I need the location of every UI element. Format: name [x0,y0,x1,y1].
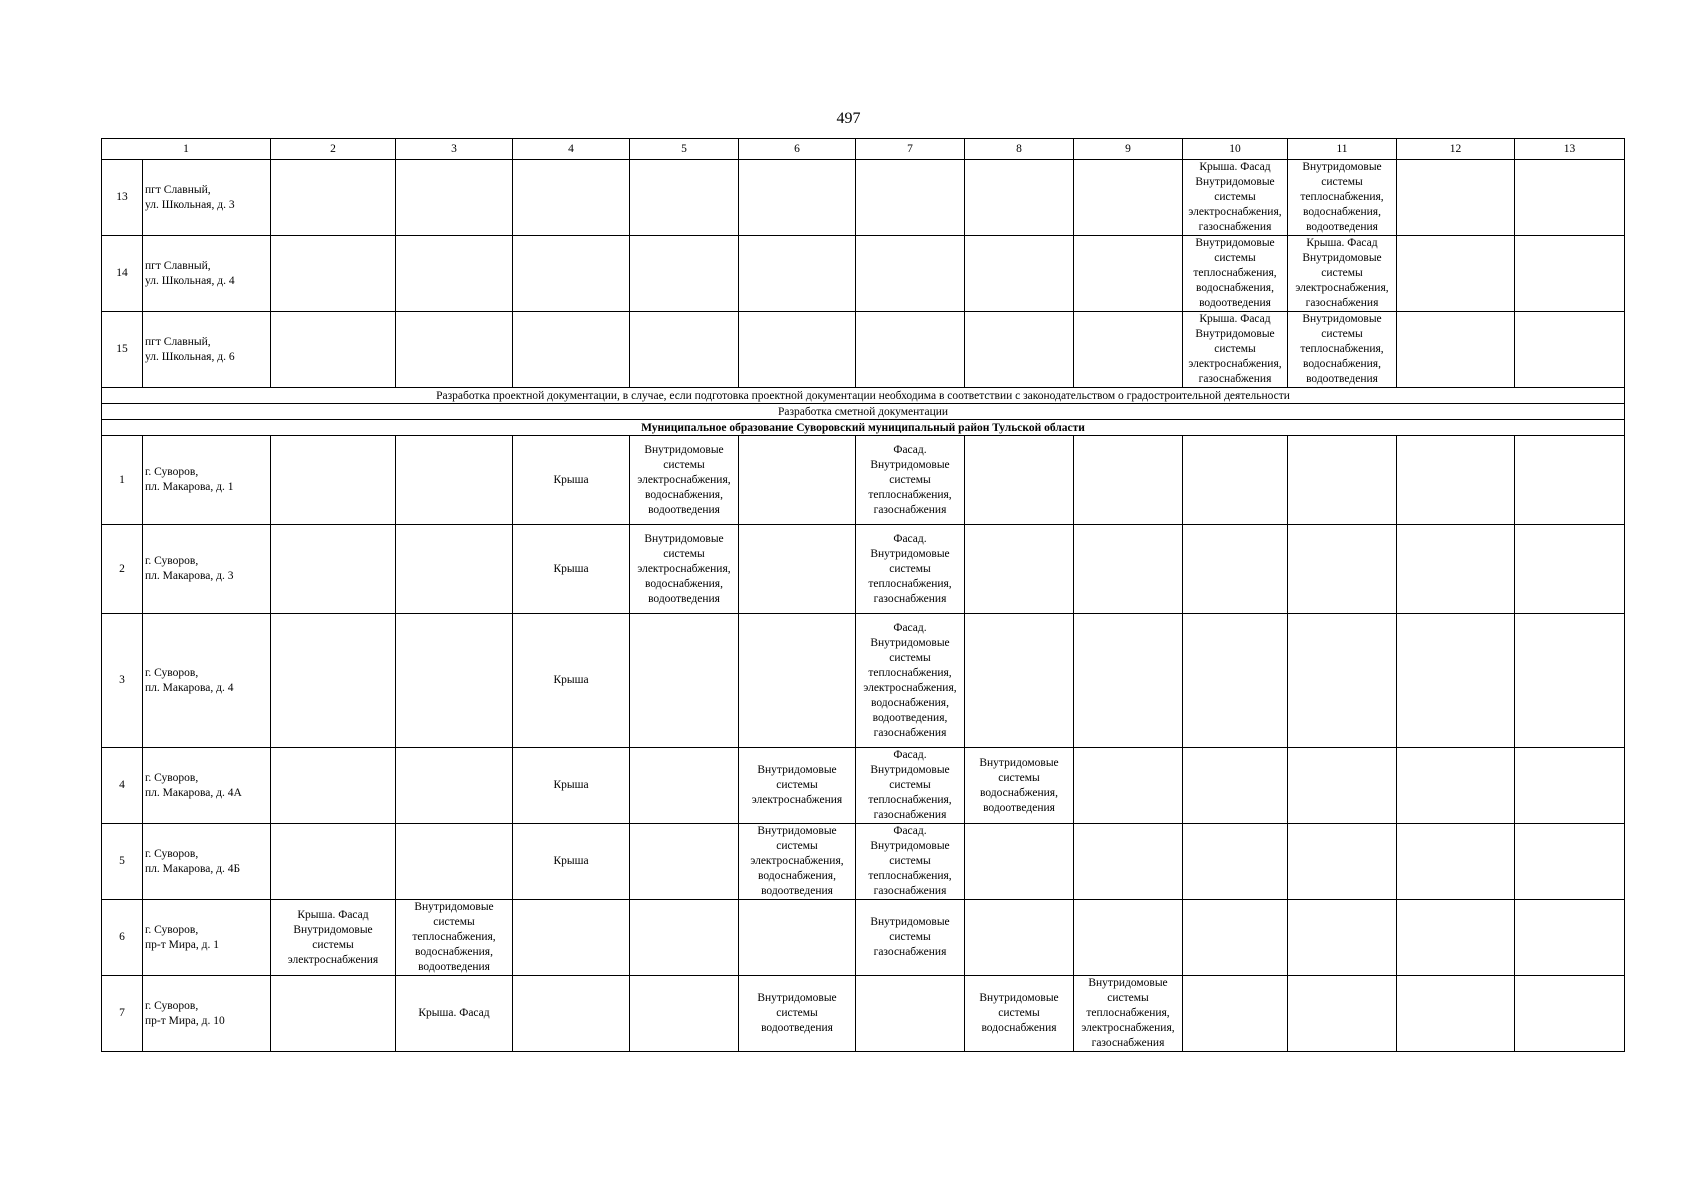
work-cell: Крыша [513,748,630,824]
work-cell [965,236,1074,312]
work-cell: Крыша. Фасад Внутридомовые системы электроснабжения, газоснабжения [1288,236,1397,312]
work-cell [1074,312,1183,388]
work-cell [630,748,739,824]
row-number: 2 [102,525,143,614]
table-row [102,824,1625,900]
table-row [102,614,1625,748]
work-cell [739,312,856,388]
work-cell [1183,900,1288,976]
column-header: 12 [1397,139,1515,160]
column-header: 10 [1183,139,1288,160]
row-number: 13 [102,160,143,236]
work-cell [630,976,739,1052]
column-header: 13 [1515,139,1625,160]
work-cell [271,824,396,900]
work-cell [965,160,1074,236]
work-cell [1515,614,1625,748]
column-header: 8 [965,139,1074,160]
row-number: 14 [102,236,143,312]
building-address: пгт Славный, ул. Школьная, д. 4 [143,236,271,312]
building-address: г. Суворов, пл. Макарова, д. 4А [143,748,271,824]
work-cell: Крыша. Фасад Внутридомовые системы электроснабжения [271,900,396,976]
table-row [102,236,1625,312]
column-header: 11 [1288,139,1397,160]
row-number: 3 [102,614,143,748]
work-cell [1288,824,1397,900]
work-cell: Фасад. Внутридомовые системы теплоснабжения, газоснабжения [856,748,965,824]
work-cell [1183,525,1288,614]
building-address: г. Суворов, пл. Макарова, д. 4 [143,614,271,748]
table-row [102,976,1625,1052]
row-number: 15 [102,312,143,388]
work-cell [271,312,396,388]
column-header: 5 [630,139,739,160]
work-cell [1515,900,1625,976]
building-address: пгт Славный, ул. Школьная, д. 6 [143,312,271,388]
work-cell [1515,236,1625,312]
work-cell [271,614,396,748]
section-row [102,388,1625,404]
column-header: 3 [396,139,513,160]
work-cell [856,312,965,388]
work-cell: Крыша. Фасад [396,976,513,1052]
work-cell: Внутридомовые системы газоснабжения [856,900,965,976]
section-row [102,404,1625,420]
work-cell: Фасад. Внутридомовые системы теплоснабжения, газоснабжения [856,824,965,900]
work-cell [513,976,630,1052]
building-address: г. Суворов, пр-т Мира, д. 10 [143,976,271,1052]
work-cell: Внутридомовые системы теплоснабжения, водоснабжения, водоотведения [1288,312,1397,388]
work-cell: Внутридомовые системы водоотведения [739,976,856,1052]
work-cell [1397,748,1515,824]
table-row [102,436,1625,525]
column-header-row [102,139,1625,160]
work-cell: Внутридомовые системы водоснабжения, водоотведения [965,748,1074,824]
work-cell [396,525,513,614]
work-cell [513,236,630,312]
column-header: 2 [271,139,396,160]
work-cell [513,312,630,388]
work-cell: Внутридомовые системы водоснабжения [965,976,1074,1052]
work-cell [1183,824,1288,900]
work-cell [630,160,739,236]
work-cell [739,436,856,525]
work-cell [739,160,856,236]
work-cell [396,824,513,900]
work-cell [1515,436,1625,525]
work-cell [630,312,739,388]
work-cell [1288,614,1397,748]
work-cell [630,900,739,976]
section-row [102,420,1625,436]
work-cell [271,236,396,312]
work-cell [271,525,396,614]
work-cell [1288,525,1397,614]
work-cell [396,748,513,824]
work-cell [1183,614,1288,748]
building-address: пгт Славный, ул. Школьная, д. 3 [143,160,271,236]
work-cell: Внутридомовые системы электроснабжения [739,748,856,824]
table-row [102,160,1625,236]
work-cell [1183,748,1288,824]
work-cell [1288,900,1397,976]
work-cell [630,824,739,900]
work-cell [1397,614,1515,748]
work-cell [396,160,513,236]
work-cell [856,976,965,1052]
work-cell: Фасад. Внутридомовые системы теплоснабжения, газоснабжения [856,436,965,525]
row-number: 4 [102,748,143,824]
building-address: г. Суворов, пл. Макарова, д. 4Б [143,824,271,900]
work-cell: Внутридомовые системы теплоснабжения, электроснабжения, газоснабжения [1074,976,1183,1052]
work-cell [1397,900,1515,976]
work-cell [1183,976,1288,1052]
section-heading: Разработка проектной документации, в случае, если подготовка проектной документации необходима в соответствии с законодательством о градостроительной деятельности [102,388,1625,404]
work-cell: Внутридомовые системы теплоснабжения, водоснабжения, водоотведения [1183,236,1288,312]
table-row [102,525,1625,614]
work-cell [739,236,856,312]
repair-schedule-table [101,138,1625,1052]
work-cell [1397,312,1515,388]
work-cell [1515,748,1625,824]
work-cell [965,614,1074,748]
work-cell [396,236,513,312]
work-cell [739,614,856,748]
work-cell [1515,976,1625,1052]
work-cell: Внутридомовые системы теплоснабжения, водоснабжения, водоотведения [1288,160,1397,236]
work-cell [1397,824,1515,900]
work-cell [965,312,1074,388]
work-cell [1397,436,1515,525]
work-cell: Крыша. Фасад Внутридомовые системы электроснабжения, газоснабжения [1183,312,1288,388]
work-cell [1515,525,1625,614]
table-body [102,139,1625,1052]
work-cell [513,900,630,976]
column-header: 7 [856,139,965,160]
work-cell [271,748,396,824]
building-address: г. Суворов, пл. Макарова, д. 1 [143,436,271,525]
work-cell [271,160,396,236]
work-cell [1397,525,1515,614]
work-cell [1074,236,1183,312]
work-cell [1515,312,1625,388]
work-cell: Внутридомовые системы теплоснабжения, водоснабжения, водоотведения [396,900,513,976]
work-cell [1288,436,1397,525]
work-cell [1515,824,1625,900]
work-cell [1074,614,1183,748]
work-cell: Фасад. Внутридомовые системы теплоснабжения, газоснабжения [856,525,965,614]
work-cell: Крыша. Фасад Внутридомовые системы электроснабжения, газоснабжения [1183,160,1288,236]
work-cell [630,614,739,748]
work-cell [739,525,856,614]
work-cell: Внутридомовые системы электроснабжения, водоснабжения, водоотведения [739,824,856,900]
building-address: г. Суворов, пр-т Мира, д. 1 [143,900,271,976]
row-number: 6 [102,900,143,976]
work-cell [965,824,1074,900]
work-cell [396,436,513,525]
work-cell [965,525,1074,614]
column-header: 4 [513,139,630,160]
work-cell [513,160,630,236]
work-cell: Крыша [513,614,630,748]
work-cell [965,436,1074,525]
work-cell [1074,824,1183,900]
section-heading: Разработка сметной документации [102,404,1625,420]
work-cell [856,236,965,312]
work-cell [856,160,965,236]
work-cell [271,976,396,1052]
work-cell [739,900,856,976]
work-cell: Крыша [513,436,630,525]
work-cell [396,614,513,748]
work-cell [1074,900,1183,976]
table-row [102,312,1625,388]
section-heading: Муниципальное образование Суворовский муниципальный район Тульской области [102,420,1625,436]
work-cell [1074,525,1183,614]
row-number: 1 [102,436,143,525]
work-cell [1074,748,1183,824]
work-cell [1397,236,1515,312]
column-header: 1 [102,139,271,160]
work-cell [1074,436,1183,525]
table-row [102,748,1625,824]
work-cell: Внутридомовые системы электроснабжения, водоснабжения, водоотведения [630,525,739,614]
work-cell [271,436,396,525]
work-cell [1183,436,1288,525]
work-cell [1397,160,1515,236]
work-cell: Крыша [513,525,630,614]
page-number: 497 [836,110,861,127]
building-address: г. Суворов, пл. Макарова, д. 3 [143,525,271,614]
work-cell [1515,160,1625,236]
row-number: 7 [102,976,143,1052]
work-cell [630,236,739,312]
work-cell [965,900,1074,976]
work-cell [1288,976,1397,1052]
work-cell: Фасад. Внутридомовые системы теплоснабжения, электроснабжения, водоснабжения, водоотведения, газоснабжения [856,614,965,748]
table-row [102,900,1625,976]
work-cell [396,312,513,388]
work-cell [1397,976,1515,1052]
work-cell [1074,160,1183,236]
row-number: 5 [102,824,143,900]
work-cell: Крыша [513,824,630,900]
column-header: 6 [739,139,856,160]
work-cell [1288,748,1397,824]
column-header: 9 [1074,139,1183,160]
work-cell: Внутридомовые системы электроснабжения, водоснабжения, водоотведения [630,436,739,525]
